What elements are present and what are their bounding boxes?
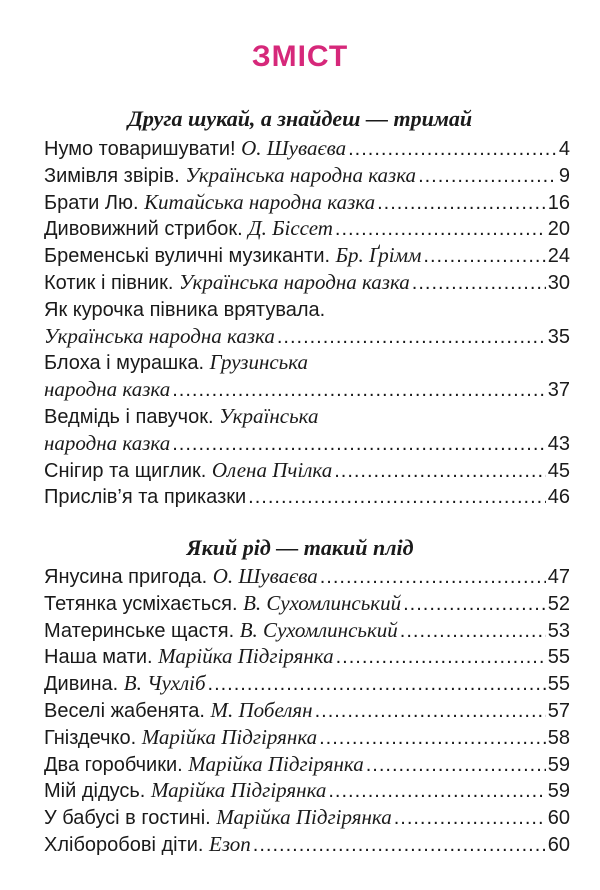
section-heading-1: Друга шукай, а знайдеш — тримай: [127, 106, 473, 131]
toc-entry-page-number: 30: [547, 271, 570, 294]
dot-leader: [423, 245, 545, 268]
toc-entry-author: Марійка Підгірянка: [188, 751, 364, 776]
page-title: ЗМІСТ: [251, 40, 349, 73]
toc-entry-title: Материнське щастя. В. Сухомлинський: [44, 617, 398, 642]
toc-entry-page-number: 55: [547, 673, 570, 696]
toc-list-section-1: [44, 136, 570, 511]
toc-entry-page-number: 55: [547, 646, 570, 669]
toc-entry-title: Ведмідь і павучок. Українська: [44, 403, 319, 428]
toc-entry-page-number: 47: [547, 566, 570, 588]
toc-entry: [44, 618, 570, 645]
toc-entry: [44, 591, 570, 618]
toc-entry-page-number: 35: [547, 325, 570, 348]
toc-entry-title: Дивовижний стрибок. Д. Біссет: [44, 216, 333, 241]
toc-entry-title: [44, 324, 275, 349]
toc-entry-author: Марійка Підгірянка: [141, 724, 318, 749]
toc-entry: [44, 216, 570, 243]
toc-entry: [44, 458, 570, 485]
dot-leader: [315, 700, 546, 723]
toc-entry: [44, 324, 570, 351]
toc-entry-title: Гніздечко. Марійка Підгірянка: [44, 724, 318, 749]
toc-entry-title: [44, 377, 170, 402]
toc-entry-page-number: 60: [547, 833, 570, 856]
toc-entry-page-number: 45: [547, 459, 570, 482]
toc-entry-author: народна казка: [44, 377, 171, 402]
toc-entry-title: Веселі жабенята. М. Побелян: [44, 697, 313, 722]
toc-entry-title: Блоха і мурашка. Грузинська: [44, 350, 309, 375]
dot-leader: [335, 218, 546, 241]
toc-entry: [44, 725, 570, 752]
dot-leader: [366, 754, 546, 777]
dot-leader: [394, 807, 546, 830]
dot-leader: [328, 780, 545, 803]
toc-entry-title: У бабусі в гостині. Марійка Підгірянка: [44, 805, 392, 830]
toc-entry: [44, 136, 570, 163]
toc-entry-title: Нумо товаришувати! О. Шуваєва: [44, 136, 347, 160]
toc-entry-title: Бременські вуличні музиканти. Бр. Ґрімм: [44, 243, 422, 268]
toc-entry-title: Як курочка півника врятувала.: [44, 298, 326, 321]
toc-entry-title: Хліборобові діти. Езоп: [44, 831, 251, 856]
dot-leader: [277, 326, 546, 349]
toc-entry-author: Марійка Підгірянка: [150, 778, 327, 803]
toc-entry-page-number: 59: [547, 753, 570, 776]
toc-entry-author: Українська народна казка: [185, 162, 417, 187]
toc-entry-title: Котик і півник. Українська народна казка: [44, 269, 410, 294]
dot-leader: [403, 593, 546, 616]
toc-entry-page-number: 46: [547, 486, 570, 509]
toc-entry: [44, 484, 570, 511]
toc-entry: [44, 778, 570, 805]
toc-entry-page-number: 24: [547, 245, 570, 268]
toc-entry-author: Українська народна казка: [44, 323, 275, 348]
toc-entry-title: Два горобчики. Марійка Підгірянка: [44, 751, 364, 776]
toc-entry: [44, 297, 570, 324]
toc-entry-title: Зимівля звірів. Українська народна казка: [44, 162, 417, 187]
dot-leader: [412, 272, 546, 295]
toc-entry: [44, 270, 570, 297]
dot-leader: [336, 646, 546, 669]
toc-entry-title: Янусина пригода. О. Шуваєва: [44, 564, 318, 588]
toc-entry: [44, 350, 570, 377]
toc-entry-author: Марійка Підгірянка: [216, 805, 392, 830]
dot-leader: [172, 433, 546, 456]
toc-entry-page-number: 16: [547, 191, 570, 214]
toc-entry-page-number: 58: [547, 726, 570, 749]
toc-entry-author: Українська народна казка: [178, 269, 410, 294]
toc-entry-title: Наша мати. Марійка Підгірянка: [44, 644, 334, 669]
toc-entry-title: [44, 431, 170, 456]
toc-entry-page-number: 52: [547, 592, 570, 615]
toc-entry: [44, 805, 570, 832]
dot-leader: [400, 620, 546, 643]
toc-entry-author: Китайська народна казка: [144, 189, 376, 214]
toc-entry-title: Прислів’я та приказки: [44, 486, 247, 509]
toc-entry-author: Бр. Ґрімм: [335, 243, 422, 268]
toc-entry-author: Олена Пчілка: [211, 457, 333, 482]
toc-entry-author: народна казка: [44, 430, 171, 455]
toc-entry: [44, 832, 570, 859]
dot-leader: [172, 379, 546, 402]
dot-leader: [208, 673, 546, 696]
dot-leader: [418, 165, 557, 188]
toc-entry-author: Українська: [219, 403, 319, 428]
dot-leader: [320, 566, 546, 589]
toc-entry-author: О. Шуваєва: [241, 136, 347, 160]
toc-entry-author: М. Побелян: [210, 697, 313, 722]
toc-entry: [44, 243, 570, 270]
dot-leader: [377, 192, 546, 215]
toc-entry: [44, 404, 570, 431]
toc-entry-title: Мій дідусь. Марійка Підгірянка: [44, 778, 327, 803]
toc-entry-author: Езоп: [209, 831, 251, 856]
toc-entry-page-number: 9: [558, 164, 570, 187]
toc-entry-title: Снігир та щиглик. Олена Пчілка: [44, 457, 333, 482]
toc-entry: [44, 190, 570, 217]
dot-leader: [319, 727, 546, 750]
toc-entry-page-number: 4: [558, 138, 570, 160]
toc-entry: [44, 564, 570, 591]
dot-leader: [348, 138, 557, 161]
toc-entry: [44, 698, 570, 725]
dot-leader: [248, 486, 546, 509]
toc-entry-author: Грузинська: [209, 350, 309, 375]
section-heading-2: Який рід — такий плід: [186, 535, 414, 560]
toc-entry-author: О. Шуваєва: [212, 564, 318, 588]
toc-entry: [44, 671, 570, 698]
toc-entry-author: В. Сухомлинський: [243, 590, 402, 615]
toc-entry-author: Д. Біссет: [248, 216, 333, 241]
toc-entry-author: В. Чухліб: [123, 671, 206, 696]
toc-entry-page-number: 53: [547, 619, 570, 642]
toc-entry-page-number: 60: [547, 807, 570, 830]
toc-entry-page-number: 57: [547, 699, 570, 722]
toc-entry-author: Марійка Підгірянка: [158, 644, 334, 669]
toc-entry: [44, 752, 570, 779]
toc-entry-page-number: 37: [547, 379, 570, 402]
toc-entry-title: Брати Лю. Китайська народна казка: [44, 189, 376, 214]
toc-entry-page-number: 20: [547, 218, 570, 241]
dot-leader: [334, 460, 546, 483]
toc-entry: [44, 163, 570, 190]
toc-entry-page-number: 59: [547, 780, 570, 803]
toc-entry-title: Дивина. В. Чухліб: [44, 671, 206, 696]
dot-leader: [253, 834, 546, 857]
toc-entry: [44, 377, 570, 404]
toc-entry: [44, 431, 570, 458]
toc-list-section-2: [44, 564, 570, 859]
toc-entry-title: Тетянка усміхається. В. Сухомлинський: [44, 590, 402, 615]
toc-entry-page-number: 43: [547, 432, 570, 455]
toc-entry: [44, 644, 570, 671]
toc-entry-author: В. Сухомлинський: [239, 617, 398, 642]
